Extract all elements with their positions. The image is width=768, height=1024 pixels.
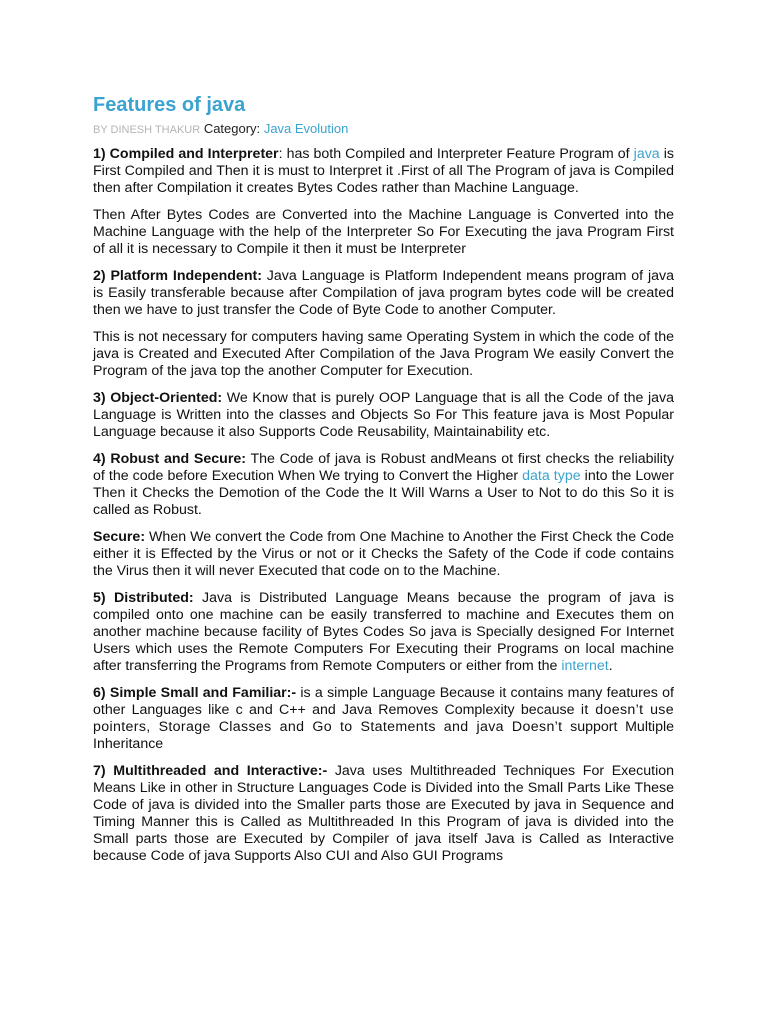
paragraph-text: The Code of java is Robust andMeans ot first checks the reliability of the code before Execution When We trying to Convert the Higher	[93, 451, 674, 484]
internet-link[interactable]: internet	[561, 658, 609, 674]
paragraph-platform-independent	[93, 268, 674, 319]
author-name: BY DINESH THAKUR	[93, 124, 201, 136]
heading-simple-small-familiar: 6) Simple Small and Familiar:-	[93, 685, 297, 701]
java-link[interactable]: java	[633, 146, 660, 162]
paragraph-multithreaded	[93, 763, 674, 865]
article	[93, 92, 674, 865]
category-link[interactable]: Java Evolution	[263, 121, 349, 136]
paragraph-platform-note: This is not necessary for computers having same Operating System in which the code of the java is Created and Executed After Compilation of the Java Program We easily Convert the Program of the java top the another Computer for Execution.	[93, 329, 674, 379]
heading-object-oriented: 3) Object-Oriented:	[93, 390, 223, 406]
paragraph-secure	[93, 529, 674, 580]
paragraph-compiled-interpreter	[93, 146, 674, 197]
heading-distributed: 5) Distributed:	[93, 590, 194, 606]
page-title: Features of java	[93, 94, 246, 116]
paragraph-object-oriented	[93, 390, 674, 441]
heading-robust-secure: 4) Robust and Secure:	[93, 451, 246, 467]
paragraph-bytecode-conversion: Then After Bytes Codes are Converted into the Machine Language is Converted into the Machine Language with the help of the Interpreter So For Executing the java Program First of all it is necessary to Compile it then it must be Interpreter	[93, 207, 674, 257]
heading-secure: Secure:	[93, 529, 146, 545]
paragraph-text: into the Lower Then it Checks the Demotion of the Code the It Will Warns a User to Not to do this So it is called as Robust.	[93, 468, 675, 518]
paragraph-text: Java Language is Platform Independent means program of java is Easily transferable because after Compilation of java program bytes code will be created then we have to just transfer the Code of Byte Code to another Computer.	[93, 268, 674, 318]
paragraph-text: is a simple Language Because it contains many features of other Languages like c and C++ and Java Removes Complexity because	[93, 685, 674, 718]
heading-multithreaded: 7) Multithreaded and Interactive:-	[93, 763, 328, 779]
paragraph-text: Java uses Multithreaded Techniques For Execution Means Like in other in Structure Languages Code is Divided into the Small Parts Like These Code of java is divided into the Smaller parts those are Executed by java in Sequence and Timing Manner this is Called as Multithreaded In this Program of java is divided into the Small parts those are Executed by Compiler of java itself Java is Called as Interactive because Code of java Supports Also CUI and Also GUI Programs	[93, 763, 675, 864]
heading-compiled-interpreter: 1) Compiled and Interpreter	[93, 146, 279, 162]
category-label: Category:	[203, 121, 261, 136]
paragraph-robust-secure	[93, 451, 674, 519]
paragraph-simple-small-familiar	[93, 685, 674, 753]
heading-platform-independent: 2) Platform Independent:	[93, 268, 262, 284]
paragraph-text: We Know that is purely OOP Language that is all the Code of the java Language is Written into the classes and Objects So For This feature java is Most Popular Language because it also Supports Code Reusability, Maintainability etc.	[93, 390, 674, 440]
byline	[93, 120, 674, 139]
paragraph-text: When We convert the Code from One Machine to Another the First Check the Code either it is Effected by the Virus or not or it Checks the Safety of the Code if code contains the Virus then it will never Executed that code on to the Machine.	[93, 529, 674, 579]
paragraph-distributed	[93, 590, 674, 675]
paragraph-text: it doesn’t use pointers, Storage Classes and Go to Statements and java Doesn’t	[93, 702, 674, 735]
paragraph-text: is First Compiled and Then it is must to Interpret it .First of all The Program of java is Compiled then after Compilation it creates Bytes Codes rather than Machine Language.	[93, 146, 674, 196]
paragraph-text: Java is Distributed Language Means because the program of java is compiled onto one machine can be easily transferred to machine and Executes them on another machine because facility of Bytes Codes So java is Specially designed For Internet Users which uses the Remote Computers For Executing their Programs on local machine after transferring the Programs from Remote Computers or either from the	[93, 590, 674, 674]
paragraph-text: .	[608, 658, 613, 674]
paragraph-text: support Multiple Inheritance	[93, 719, 674, 752]
paragraph-text: : has both Compiled and Interpreter Feature Program of	[278, 146, 634, 162]
data-type-link[interactable]: data type	[522, 468, 581, 484]
